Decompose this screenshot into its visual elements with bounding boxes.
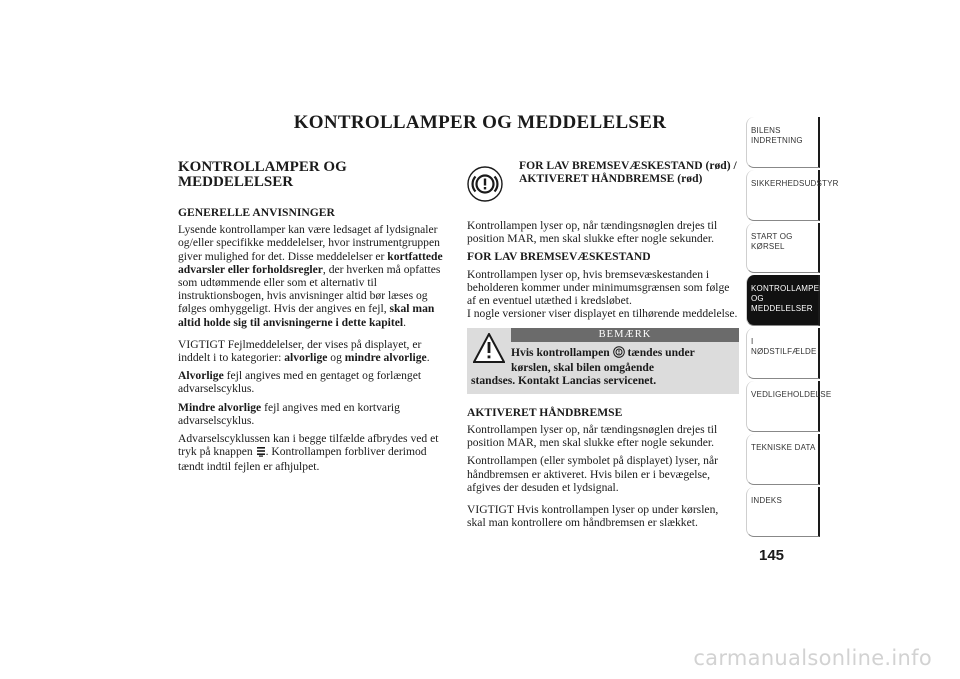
page-number: 145 xyxy=(759,547,785,564)
low-fluid-heading: FOR LAV BREMSEVÆSKESTAND xyxy=(467,250,651,264)
menu-button-icon xyxy=(256,445,266,460)
tab-start-og-korsel[interactable]: START OG KØRSEL xyxy=(746,223,820,274)
tab-sikkerhedsudstyr[interactable]: SIKKERHEDSUDSTYR xyxy=(746,170,820,221)
watermark: carmanualsonline.info xyxy=(693,646,932,670)
tab-tekniske-data[interactable]: TEKNISKE DATA xyxy=(746,434,820,485)
tab-bilens-indretning[interactable]: BILENS INDRETNING xyxy=(746,117,820,168)
intro-paragraph xyxy=(178,223,448,329)
warning-triangle-icon xyxy=(473,333,505,363)
handbrake-paragraph-1: Kontrollampen lyser op, når tændingsnøglen drejes til position MAR, men skal slukke efter nogle sekunder. xyxy=(467,423,718,450)
section-heading xyxy=(178,160,448,190)
severe-text: fejl angives med en gentaget og forlænget advarselscyklus. xyxy=(178,369,422,396)
important-text-mid: og xyxy=(327,351,345,365)
tab-indeks[interactable]: INDEKS xyxy=(746,487,820,538)
low-fluid-paragraph: Kontrollampen lyser op, hvis bremsevæskestanden i beholderen kommer under minimumsgrænsen som følge af en eventuel utæthed i kredsløbet. xyxy=(467,267,730,308)
brake-warning-icon xyxy=(467,166,503,202)
note-label: BEMÆRK xyxy=(511,328,739,342)
general-heading: GENERELLE ANVISNINGER xyxy=(178,206,335,219)
important-text-end: . xyxy=(426,351,430,365)
intro-bold-b: skal man altid holde sig til anvisningerne i dette kapitel xyxy=(178,302,435,329)
important-paragraph xyxy=(178,338,448,364)
note-text-a: Hvis kontrollampen xyxy=(511,346,613,360)
lamp-header xyxy=(467,160,739,218)
intro-text-c: . xyxy=(403,315,407,329)
intro-text-b: , der hverken må opfattes som udtømmende eller som et alternativ til instruktionsbogen, hvis anvisninger altid bør læses og følges omhyggeligt. Hvis der angives en fejl, xyxy=(178,262,441,316)
severe-bold: Alvorlige xyxy=(178,369,224,383)
note-box xyxy=(467,328,739,393)
display-paragraph: I nogle versioner viser displayet en tilhørende meddelelse. xyxy=(467,307,738,321)
important-bold-a: alvorlige xyxy=(284,351,328,365)
left-column xyxy=(178,160,448,479)
handbrake-heading: AKTIVERET HÅNDBREMSE xyxy=(467,405,623,419)
note-text-c: standses. Kontakt Lancias servicenet. xyxy=(471,374,657,388)
brake-warning-small-icon xyxy=(613,346,625,362)
minor-bold: Mindre alvorlige xyxy=(178,400,262,414)
chapter-tabs xyxy=(746,117,839,539)
cycle-paragraph xyxy=(178,432,448,474)
note-text-b: tændes under kørslen, skal bilen omgående xyxy=(511,346,695,375)
note-text xyxy=(467,342,739,387)
minor-paragraph xyxy=(178,401,448,427)
tab-i-nodstilfaelde[interactable]: I NØDSTILFÆLDE xyxy=(746,328,820,379)
note-line xyxy=(471,346,733,375)
intro-text-a: Lysende kontrollamper kan være ledsaget af lydsignaler og/eller specifikke meddelelser, hvor instrumentgruppen giver mulighed for det. Disse meddelelser er xyxy=(178,223,440,263)
minor-text: fejl angives med en kortvarig advarselscyklus. xyxy=(178,400,400,427)
important-text-a: VIGTIGT Fejlmeddelelser, der vises på displayet, er inddelt i to kategorier: xyxy=(178,337,422,365)
cycle-text-a: Advarselscyklussen kan i begge tilfælde afbrydes ved et tryk på knappen xyxy=(178,432,439,459)
tab-kontrollamper[interactable]: KONTROLLAMPER OG MEDDELELSER xyxy=(746,275,820,326)
lamp-title: FOR LAV BREMSEVÆSKESTAND (rød) / AKTIVERET HÅNDBREMSE (rød) xyxy=(519,159,737,185)
handbrake-paragraph-3: VIGTIGT Hvis kontrollampen lyser op under kørslen, skal man kontrollere om håndbremsen er slækket. xyxy=(467,503,719,530)
section-heading-line1: KONTROLLAMPER OG xyxy=(178,159,347,175)
handbrake-paragraph-2: Kontrollampen (eller symbolet på displayet) lyser, når håndbremsen er aktiveret. Hvis bilen er i bevægelse, afgives der desuden et lydsignal. xyxy=(467,454,718,494)
cycle-text-b: . Kontrollampen forbliver derimod tændt indtil fejlen er afhjulpet. xyxy=(178,445,427,474)
page-title: KONTROLLAMPER OG MEDDELELSER xyxy=(293,112,667,133)
right-column xyxy=(467,160,739,534)
severe-paragraph xyxy=(178,369,448,395)
tab-vedligeholdelse[interactable]: VEDLIGEHOLDELSE xyxy=(746,381,820,432)
intro-bold-a: kortfattede advarsler eller forholdsregler xyxy=(178,249,443,276)
important-bold-b: mindre alvorlige xyxy=(344,351,427,365)
lamp-paragraph-1: Kontrollampen lyser op, når tændingsnøglen drejes til position MAR, men skal slukke efter nogle sekunder. xyxy=(467,219,718,246)
section-heading-line2: MEDDELELSER xyxy=(178,174,294,190)
